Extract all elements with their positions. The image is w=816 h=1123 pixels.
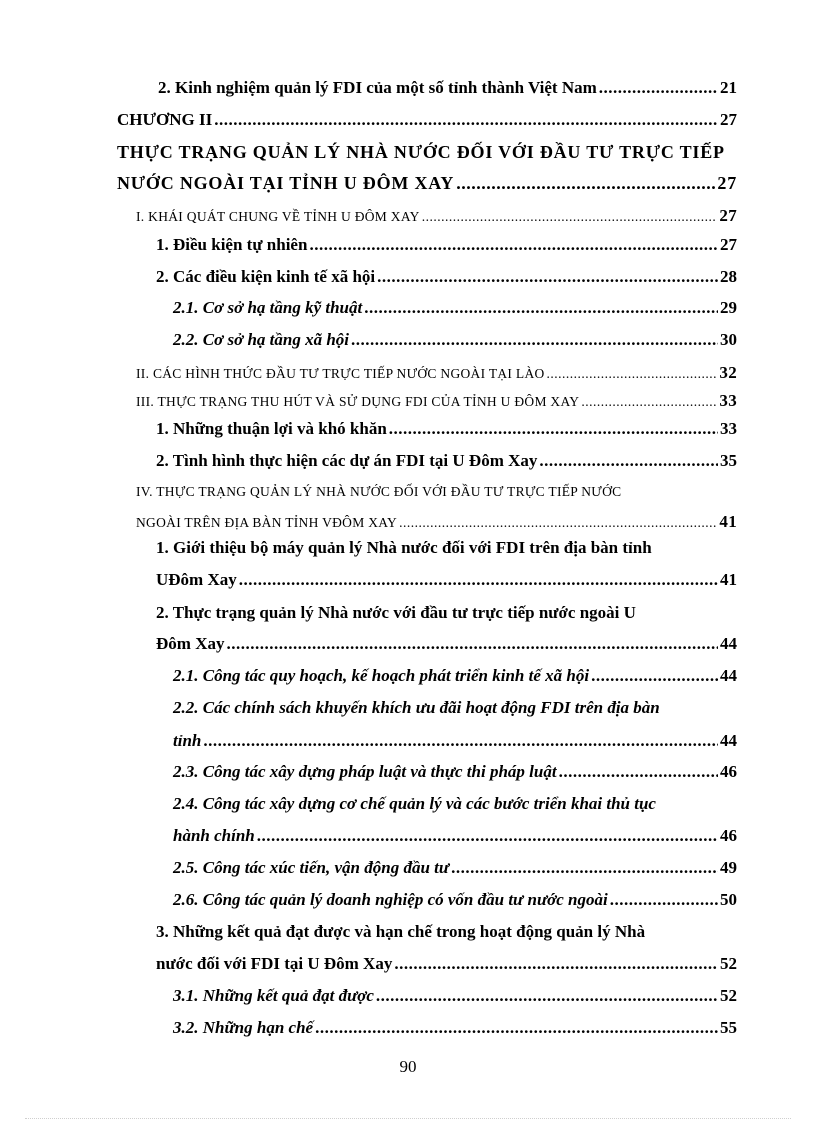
toc-entry-title: 2.1. Công tác quy hoạch, kế hoạch phát triển kinh tế xã hội <box>173 666 590 685</box>
toc-entry-page: 50 <box>720 890 737 909</box>
toc-leader <box>422 209 718 225</box>
toc-entry-section[interactable] <box>136 206 737 226</box>
toc-entry-title: 3.2. Những hạn chế <box>173 1018 314 1037</box>
toc-entry-title: Đôm Xay <box>156 634 225 653</box>
toc-entry-page: 46 <box>720 826 737 845</box>
toc-entry-title: CHƯƠNG II <box>117 110 213 129</box>
toc-leader <box>451 858 718 878</box>
toc-leader <box>377 267 718 287</box>
toc-leader <box>539 451 718 471</box>
toc-entry-page: 52 <box>720 986 737 1005</box>
toc-entry-section[interactable] <box>136 512 737 532</box>
toc-leader <box>581 394 717 410</box>
toc-leader <box>239 570 718 590</box>
toc-entry-chapter-title[interactable] <box>117 173 737 194</box>
toc-entry-title: II. CÁC HÌNH THỨC ĐẦU TƯ TRỰC TIẾP NƯỚC NGOÀI TẠI LÀO <box>136 366 545 381</box>
toc-entry-title: 1. Những thuận lợi và khó khăn <box>156 419 387 438</box>
toc-entry-title: NGOÀI TRÊN ĐỊA BÀN TỈNH VĐÔM XAY <box>136 515 398 530</box>
toc-entry[interactable] <box>158 78 737 98</box>
toc-leader <box>315 1018 718 1038</box>
toc-entry-page: 27 <box>720 235 737 254</box>
toc-entry-sub[interactable] <box>173 330 737 350</box>
toc-entry[interactable] <box>156 419 737 439</box>
toc-entry[interactable] <box>156 634 737 654</box>
toc-entry-sub[interactable] <box>173 858 737 878</box>
toc-entry-page: 44 <box>720 634 737 653</box>
toc-chapter-title-line1: THỰC TRẠNG QUẢN LÝ NHÀ NƯỚC ĐỐI VỚI ĐẦU TƯ TRỰC TIẾP <box>117 142 725 162</box>
toc-entry-sub[interactable] <box>173 986 737 1006</box>
toc-entry-page: 33 <box>719 391 737 410</box>
toc-section-title-line1: IV. THỰC TRẠNG QUẢN LÝ NHÀ NƯỚC ĐỐI VỚI ĐẦU TƯ TRỰC TIẾP NƯỚC <box>136 484 622 499</box>
toc-entry-page: 35 <box>720 451 737 470</box>
toc-leader <box>399 515 717 531</box>
toc-entry-section[interactable] <box>136 363 737 383</box>
toc-entry-title: tỉnh <box>173 731 202 750</box>
toc-leader <box>364 298 718 318</box>
toc-leader <box>351 330 718 350</box>
toc-entry-sub[interactable] <box>173 1018 737 1038</box>
toc-entry-page: 52 <box>720 954 737 973</box>
toc-entry-page: 27 <box>719 206 737 225</box>
toc-leader <box>203 731 718 751</box>
toc-entry-sub[interactable] <box>173 890 737 910</box>
toc-leader <box>599 78 718 98</box>
toc-entry[interactable] <box>156 954 737 974</box>
toc-entry[interactable] <box>156 451 737 471</box>
toc-entry-title: UĐôm Xay <box>156 570 237 589</box>
toc-entry-page: 49 <box>720 858 737 877</box>
toc-entry-section[interactable] <box>136 391 737 411</box>
toc-entry-sub[interactable] <box>173 731 737 751</box>
toc-entry-page: 44 <box>720 731 737 750</box>
toc-entry-page: 41 <box>719 512 737 531</box>
toc-entry-title: 2. Các điều kiện kinh tế xã hội <box>156 267 376 286</box>
toc-leader <box>257 826 718 846</box>
toc-entry-page: 46 <box>720 762 737 781</box>
toc-entry-title: III. THỰC TRẠNG THU HÚT VÀ SỬ DỤNG FDI CỦA TỈNH U ĐÔM XAY <box>136 394 580 409</box>
toc-entry-page: 29 <box>720 298 737 317</box>
toc-entry[interactable] <box>156 570 737 590</box>
toc-entry-title: 2.5. Công tác xúc tiến, vận động đầu tư <box>173 858 450 877</box>
page-bottom-divider <box>25 1118 791 1119</box>
toc-leader <box>394 954 718 974</box>
toc-entry-title: 2. Kinh nghiệm quản lý FDI của một số tỉnh thành Việt Nam <box>158 78 597 97</box>
toc-entry[interactable] <box>156 267 737 287</box>
toc-entry-chapter[interactable] <box>117 110 737 130</box>
toc-entry-sub[interactable] <box>173 826 737 846</box>
toc-leader <box>214 110 718 130</box>
page-number: 90 <box>399 1057 417 1076</box>
toc-entry-title-line1: 2.2. Các chính sách khuyến khích ưu đãi hoạt động FDI trên địa bàn <box>173 698 660 717</box>
toc-entry-page: 27 <box>717 173 737 193</box>
toc-leader <box>610 890 718 910</box>
toc-entry-sub[interactable] <box>173 666 737 686</box>
toc-entry-title-line1: 3. Những kết quả đạt được và hạn chế trong hoạt động quản lý Nhà <box>156 922 646 941</box>
toc-entry-title: 2.6. Công tác quản lý doanh nghiệp có vốn đầu tư nước ngoài <box>173 890 608 909</box>
toc-leader <box>591 666 718 686</box>
toc-entry-title: 2. Tình hình thực hiện các dự án FDI tại U Đôm Xay <box>156 451 538 470</box>
toc-entry-title-line1: 1. Giới thiệu bộ máy quản lý Nhà nước đối với FDI trên địa bàn tỉnh <box>156 538 652 557</box>
toc-entry-sub[interactable] <box>173 298 737 318</box>
toc-leader <box>547 366 718 382</box>
toc-entry[interactable] <box>156 235 737 255</box>
toc-entry-page: 41 <box>720 570 737 589</box>
toc-entry-title-line1: 2. Thực trạng quản lý Nhà nước với đầu tư trực tiếp nước ngoài U <box>156 603 636 622</box>
toc-entry-title: I. KHÁI QUÁT CHUNG VỀ TỈNH U ĐÔM XAY <box>136 209 420 224</box>
toc-entry-title-line1: 2.4. Công tác xây dựng cơ chế quản lý và các bước triển khai thủ tục <box>173 794 656 813</box>
toc-entry-title: 3.1. Những kết quả đạt được <box>173 986 374 1005</box>
toc-leader <box>376 986 718 1006</box>
toc-entry-title: 1. Điều kiện tự nhiên <box>156 235 308 254</box>
toc-entry-page: 28 <box>720 267 737 286</box>
toc-leader <box>226 634 718 654</box>
toc-entry-title: nước đối với FDI tại U Đôm Xay <box>156 954 393 973</box>
toc-entry-page: 55 <box>720 1018 737 1037</box>
toc-entry-page: 44 <box>720 666 737 685</box>
toc-entry-page: 27 <box>720 110 737 129</box>
toc-entry-page: 30 <box>720 330 737 349</box>
toc-entry-sub[interactable] <box>173 762 737 782</box>
toc-leader <box>389 419 718 439</box>
toc-entry-page: 21 <box>720 78 737 97</box>
toc-entry-title: 2.1. Cơ sở hạ tầng kỹ thuật <box>173 298 363 317</box>
toc-leader <box>559 762 718 782</box>
toc-entry-title: 2.2. Cơ sở hạ tầng xã hội <box>173 330 350 349</box>
toc-entry-title: 2.3. Công tác xây dựng pháp luật và thực thi pháp luật <box>173 762 557 781</box>
toc-entry-title: NƯỚC NGOÀI TẠI TỈNH U ĐÔM XAY <box>117 173 455 193</box>
toc-entry-title: hành chính <box>173 826 255 845</box>
toc-leader <box>309 235 718 255</box>
toc-entry-page: 33 <box>720 419 737 438</box>
toc-leader <box>456 173 715 194</box>
toc-entry-page: 32 <box>719 363 737 382</box>
